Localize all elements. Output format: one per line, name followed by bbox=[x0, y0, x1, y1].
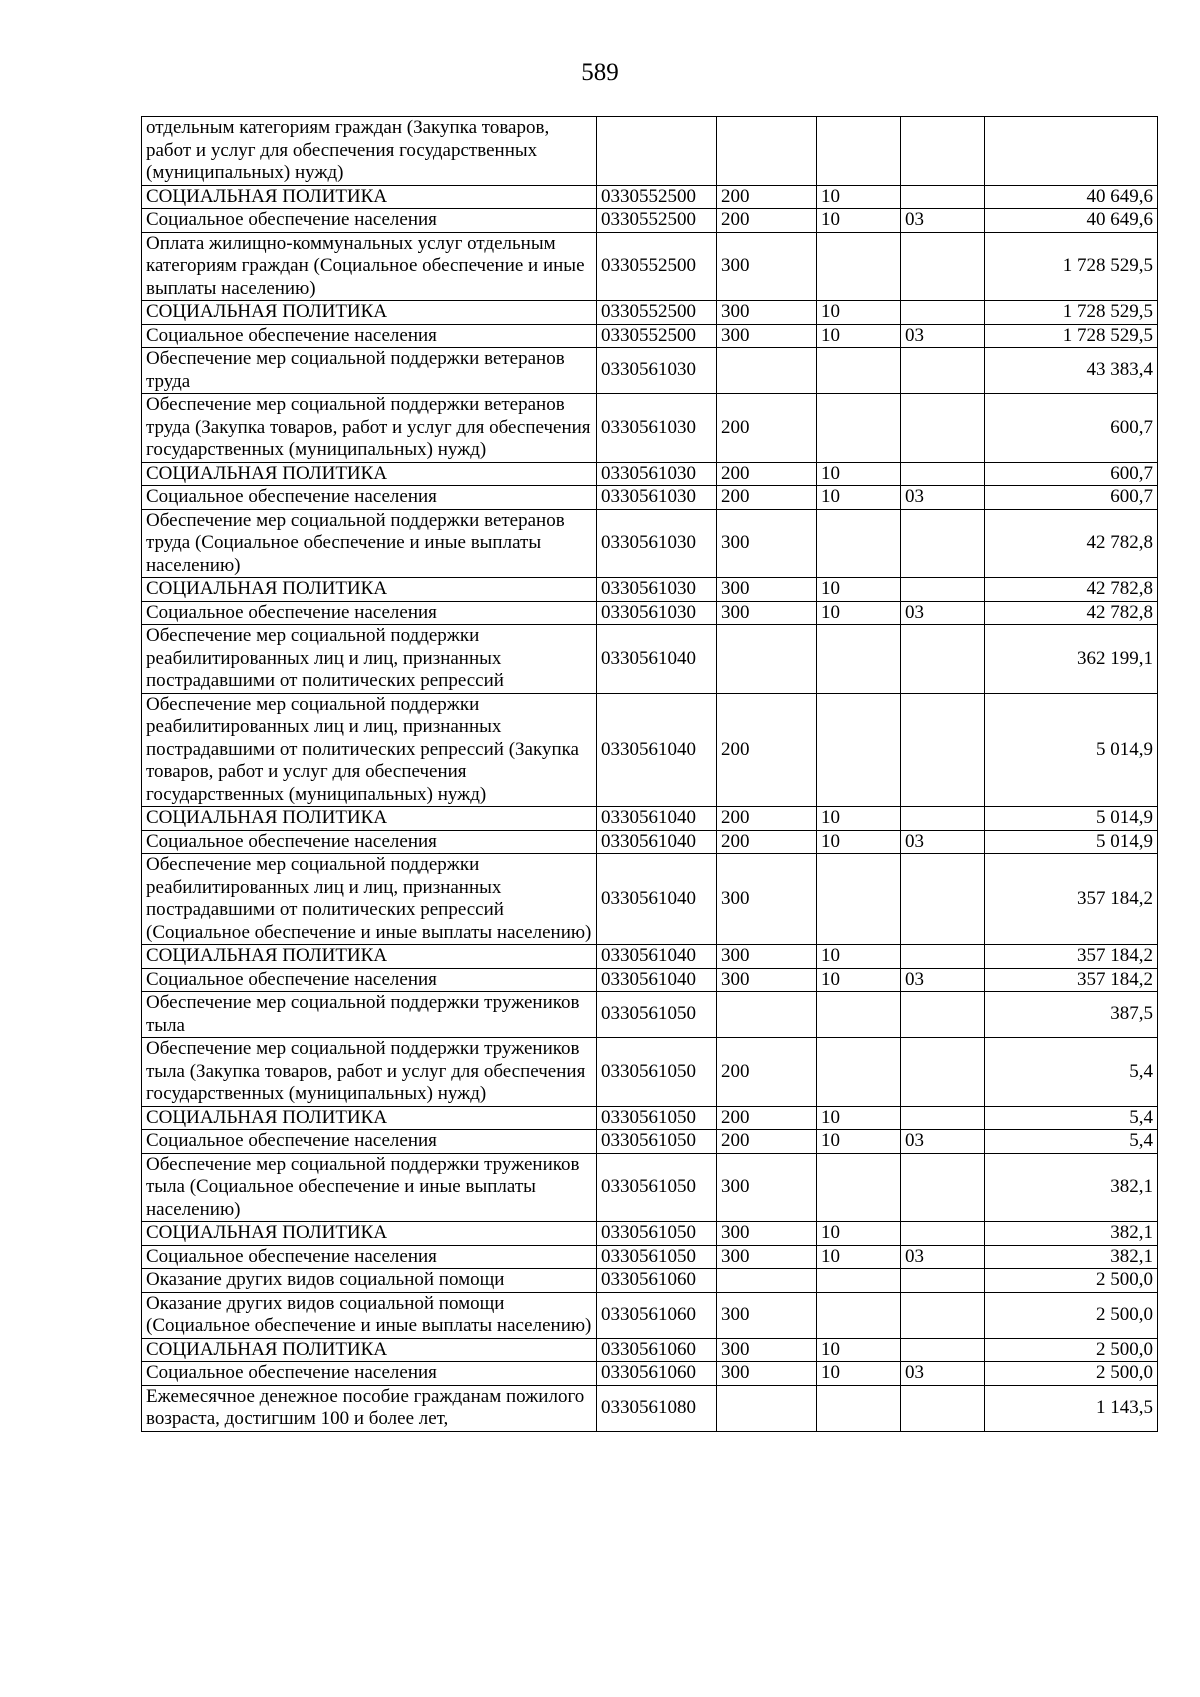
row-subsection bbox=[901, 945, 985, 969]
row-amount: 42 782,8 bbox=[985, 509, 1158, 578]
row-expense-type: 200 bbox=[717, 394, 817, 463]
row-expense-type: 300 bbox=[717, 968, 817, 992]
row-section bbox=[817, 232, 901, 301]
row-amount: 42 782,8 bbox=[985, 601, 1158, 625]
row-amount: 40 649,6 bbox=[985, 185, 1158, 209]
table-row bbox=[142, 992, 1158, 1038]
table-row bbox=[142, 348, 1158, 394]
row-name: Обеспечение мер социальной поддержки реабилитированных лиц и лиц, признанных пострадавшими от политических репрессий (Социальное обеспечение и иные выплаты населению) bbox=[142, 854, 597, 945]
row-subsection bbox=[901, 232, 985, 301]
row-name: СОЦИАЛЬНАЯ ПОЛИТИКА bbox=[142, 185, 597, 209]
row-expense-type: 300 bbox=[717, 324, 817, 348]
table-row bbox=[142, 486, 1158, 510]
row-section bbox=[817, 348, 901, 394]
row-subsection bbox=[901, 992, 985, 1038]
row-code: 0330552500 bbox=[597, 232, 717, 301]
row-code: 0330561050 bbox=[597, 1038, 717, 1107]
row-code: 0330561050 bbox=[597, 1245, 717, 1269]
table-row bbox=[142, 1338, 1158, 1362]
table-row bbox=[142, 854, 1158, 945]
row-name: Социальное обеспечение населения bbox=[142, 486, 597, 510]
row-subsection bbox=[901, 185, 985, 209]
table-row bbox=[142, 1130, 1158, 1154]
row-subsection bbox=[901, 509, 985, 578]
row-name: Социальное обеспечение населения bbox=[142, 601, 597, 625]
row-name: отдельным категориям граждан (Закупка товаров, работ и услуг для обеспечения государственных (муниципальных) нужд) bbox=[142, 117, 597, 186]
row-subsection bbox=[901, 625, 985, 694]
row-code: 0330561050 bbox=[597, 1222, 717, 1246]
row-code: 0330561060 bbox=[597, 1338, 717, 1362]
table-row bbox=[142, 394, 1158, 463]
row-expense-type: 300 bbox=[717, 854, 817, 945]
row-expense-type: 200 bbox=[717, 1038, 817, 1107]
row-section bbox=[817, 117, 901, 186]
row-amount: 600,7 bbox=[985, 462, 1158, 486]
table-row bbox=[142, 324, 1158, 348]
row-code: 0330561050 bbox=[597, 1130, 717, 1154]
row-code: 0330561030 bbox=[597, 348, 717, 394]
row-subsection bbox=[901, 1338, 985, 1362]
row-subsection bbox=[901, 1269, 985, 1293]
row-code: 0330561030 bbox=[597, 578, 717, 602]
row-code: 0330561040 bbox=[597, 968, 717, 992]
row-expense-type: 300 bbox=[717, 1338, 817, 1362]
row-section: 10 bbox=[817, 1106, 901, 1130]
row-section: 10 bbox=[817, 462, 901, 486]
row-amount: 1 728 529,5 bbox=[985, 301, 1158, 325]
row-name: Социальное обеспечение населения bbox=[142, 1245, 597, 1269]
row-expense-type: 200 bbox=[717, 830, 817, 854]
row-section: 10 bbox=[817, 1222, 901, 1246]
row-section: 10 bbox=[817, 578, 901, 602]
row-name: Оказание других видов социальной помощи bbox=[142, 1269, 597, 1293]
table-row bbox=[142, 625, 1158, 694]
row-section: 10 bbox=[817, 209, 901, 233]
row-name: Обеспечение мер социальной поддержки тружеников тыла (Социальное обеспечение и иные выплаты населению) bbox=[142, 1153, 597, 1222]
row-code: 0330561060 bbox=[597, 1292, 717, 1338]
row-section: 10 bbox=[817, 1338, 901, 1362]
row-subsection bbox=[901, 578, 985, 602]
row-section bbox=[817, 693, 901, 807]
row-expense-type bbox=[717, 1385, 817, 1431]
row-code: 0330561030 bbox=[597, 462, 717, 486]
row-expense-type: 200 bbox=[717, 486, 817, 510]
row-expense-type: 300 bbox=[717, 1292, 817, 1338]
row-amount: 362 199,1 bbox=[985, 625, 1158, 694]
table-row bbox=[142, 185, 1158, 209]
row-subsection: 03 bbox=[901, 486, 985, 510]
row-name: Обеспечение мер социальной поддержки ветеранов труда (Социальное обеспечение и иные выплаты населению) bbox=[142, 509, 597, 578]
row-section: 10 bbox=[817, 185, 901, 209]
row-expense-type bbox=[717, 348, 817, 394]
table-row bbox=[142, 1245, 1158, 1269]
row-section bbox=[817, 1292, 901, 1338]
row-code: 0330561040 bbox=[597, 945, 717, 969]
row-subsection bbox=[901, 1385, 985, 1431]
row-code: 0330561030 bbox=[597, 601, 717, 625]
row-expense-type: 300 bbox=[717, 1222, 817, 1246]
row-section: 10 bbox=[817, 945, 901, 969]
row-expense-type bbox=[717, 992, 817, 1038]
row-expense-type: 200 bbox=[717, 209, 817, 233]
row-name: СОЦИАЛЬНАЯ ПОЛИТИКА bbox=[142, 1338, 597, 1362]
table-row bbox=[142, 1153, 1158, 1222]
row-amount: 357 184,2 bbox=[985, 968, 1158, 992]
row-section bbox=[817, 992, 901, 1038]
row-amount: 382,1 bbox=[985, 1153, 1158, 1222]
row-expense-type: 200 bbox=[717, 807, 817, 831]
table-row bbox=[142, 1222, 1158, 1246]
row-section: 10 bbox=[817, 807, 901, 831]
row-subsection bbox=[901, 1292, 985, 1338]
row-section bbox=[817, 625, 901, 694]
row-subsection bbox=[901, 394, 985, 463]
row-name: Социальное обеспечение населения bbox=[142, 830, 597, 854]
row-subsection bbox=[901, 807, 985, 831]
row-amount: 1 728 529,5 bbox=[985, 324, 1158, 348]
row-code: 0330561050 bbox=[597, 1153, 717, 1222]
row-section bbox=[817, 1038, 901, 1107]
table-row bbox=[142, 462, 1158, 486]
table-row bbox=[142, 1292, 1158, 1338]
row-name: Социальное обеспечение населения bbox=[142, 968, 597, 992]
row-section: 10 bbox=[817, 1130, 901, 1154]
row-expense-type: 200 bbox=[717, 1130, 817, 1154]
table-row bbox=[142, 830, 1158, 854]
row-name: Обеспечение мер социальной поддержки реабилитированных лиц и лиц, признанных пострадавшими от политических репрессий (Закупка товаров, работ и услуг для обеспечения государственных (муниципальных) нужд) bbox=[142, 693, 597, 807]
row-subsection bbox=[901, 462, 985, 486]
row-name: СОЦИАЛЬНАЯ ПОЛИТИКА bbox=[142, 462, 597, 486]
row-expense-type: 300 bbox=[717, 1153, 817, 1222]
row-code: 0330552500 bbox=[597, 301, 717, 325]
row-name: СОЦИАЛЬНАЯ ПОЛИТИКА bbox=[142, 578, 597, 602]
row-code: 0330561050 bbox=[597, 992, 717, 1038]
table-row bbox=[142, 117, 1158, 186]
row-amount: 357 184,2 bbox=[985, 854, 1158, 945]
row-section: 10 bbox=[817, 830, 901, 854]
table-row bbox=[142, 945, 1158, 969]
row-subsection: 03 bbox=[901, 209, 985, 233]
row-expense-type: 200 bbox=[717, 1106, 817, 1130]
row-expense-type: 300 bbox=[717, 601, 817, 625]
row-subsection bbox=[901, 1038, 985, 1107]
row-expense-type bbox=[717, 117, 817, 186]
table-row bbox=[142, 693, 1158, 807]
row-amount: 382,1 bbox=[985, 1245, 1158, 1269]
row-amount: 357 184,2 bbox=[985, 945, 1158, 969]
row-section: 10 bbox=[817, 968, 901, 992]
row-name: СОЦИАЛЬНАЯ ПОЛИТИКА bbox=[142, 1106, 597, 1130]
row-subsection: 03 bbox=[901, 1245, 985, 1269]
page-number: 589 bbox=[581, 59, 619, 86]
row-code: 0330561040 bbox=[597, 854, 717, 945]
row-amount: 2 500,0 bbox=[985, 1292, 1158, 1338]
row-code: 0330561040 bbox=[597, 693, 717, 807]
row-name: Обеспечение мер социальной поддержки ветеранов труда (Закупка товаров, работ и услуг для обеспечения государственных (муниципальных) нужд) bbox=[142, 394, 597, 463]
row-expense-type: 300 bbox=[717, 1362, 817, 1386]
row-section: 10 bbox=[817, 324, 901, 348]
row-amount: 387,5 bbox=[985, 992, 1158, 1038]
row-expense-type: 300 bbox=[717, 945, 817, 969]
row-name: Социальное обеспечение населения bbox=[142, 1130, 597, 1154]
row-amount: 5,4 bbox=[985, 1106, 1158, 1130]
row-name: Ежемесячное денежное пособие гражданам пожилого возраста, достигшим 100 и более лет, bbox=[142, 1385, 597, 1431]
row-amount: 5 014,9 bbox=[985, 830, 1158, 854]
row-amount: 40 649,6 bbox=[985, 209, 1158, 233]
row-amount: 2 500,0 bbox=[985, 1362, 1158, 1386]
row-expense-type: 200 bbox=[717, 462, 817, 486]
budget-table bbox=[141, 116, 1158, 1432]
row-amount: 382,1 bbox=[985, 1222, 1158, 1246]
table-row bbox=[142, 209, 1158, 233]
row-name: Социальное обеспечение населения bbox=[142, 209, 597, 233]
row-expense-type: 200 bbox=[717, 693, 817, 807]
row-subsection bbox=[901, 1222, 985, 1246]
table-row bbox=[142, 232, 1158, 301]
row-amount: 5,4 bbox=[985, 1130, 1158, 1154]
table-row bbox=[142, 1385, 1158, 1431]
row-section: 10 bbox=[817, 601, 901, 625]
row-expense-type: 300 bbox=[717, 301, 817, 325]
row-section bbox=[817, 1385, 901, 1431]
table-row bbox=[142, 578, 1158, 602]
table-row bbox=[142, 807, 1158, 831]
row-code: 0330552500 bbox=[597, 185, 717, 209]
row-amount: 2 500,0 bbox=[985, 1269, 1158, 1293]
row-subsection: 03 bbox=[901, 601, 985, 625]
row-name: Обеспечение мер социальной поддержки ветеранов труда bbox=[142, 348, 597, 394]
row-expense-type: 300 bbox=[717, 232, 817, 301]
row-code: 0330561040 bbox=[597, 807, 717, 831]
row-amount: 2 500,0 bbox=[985, 1338, 1158, 1362]
budget-table-body bbox=[142, 117, 1158, 1432]
table-row bbox=[142, 1038, 1158, 1107]
row-expense-type: 300 bbox=[717, 578, 817, 602]
row-code: 0330561050 bbox=[597, 1106, 717, 1130]
row-code: 0330561040 bbox=[597, 625, 717, 694]
row-name: Обеспечение мер социальной поддержки тружеников тыла bbox=[142, 992, 597, 1038]
row-amount: 43 383,4 bbox=[985, 348, 1158, 394]
row-subsection bbox=[901, 1106, 985, 1130]
table-row bbox=[142, 968, 1158, 992]
row-code: 0330561030 bbox=[597, 486, 717, 510]
table-row bbox=[142, 509, 1158, 578]
row-section: 10 bbox=[817, 1245, 901, 1269]
row-code: 0330561060 bbox=[597, 1269, 717, 1293]
row-subsection bbox=[901, 117, 985, 186]
row-subsection: 03 bbox=[901, 830, 985, 854]
row-subsection: 03 bbox=[901, 968, 985, 992]
row-amount: 5,4 bbox=[985, 1038, 1158, 1107]
row-name: Социальное обеспечение населения bbox=[142, 1362, 597, 1386]
row-name: Оплата жилищно-коммунальных услуг отдельным категориям граждан (Социальное обеспечение и иные выплаты населению) bbox=[142, 232, 597, 301]
row-expense-type bbox=[717, 625, 817, 694]
row-subsection bbox=[901, 854, 985, 945]
row-section: 10 bbox=[817, 486, 901, 510]
row-subsection bbox=[901, 301, 985, 325]
row-subsection: 03 bbox=[901, 1130, 985, 1154]
row-expense-type: 300 bbox=[717, 509, 817, 578]
row-code: 0330561040 bbox=[597, 830, 717, 854]
row-section bbox=[817, 394, 901, 463]
row-expense-type: 300 bbox=[717, 1245, 817, 1269]
row-name: Оказание других видов социальной помощи (Социальное обеспечение и иные выплаты населению) bbox=[142, 1292, 597, 1338]
row-subsection: 03 bbox=[901, 1362, 985, 1386]
row-amount: 5 014,9 bbox=[985, 693, 1158, 807]
row-amount: 1 143,5 bbox=[985, 1385, 1158, 1431]
table-row bbox=[142, 601, 1158, 625]
row-code: 0330561060 bbox=[597, 1362, 717, 1386]
row-name: Обеспечение мер социальной поддержки тружеников тыла (Закупка товаров, работ и услуг для обеспечения государственных (муниципальных) нужд) bbox=[142, 1038, 597, 1107]
row-name: СОЦИАЛЬНАЯ ПОЛИТИКА bbox=[142, 807, 597, 831]
row-code: 0330561030 bbox=[597, 509, 717, 578]
table-row bbox=[142, 1362, 1158, 1386]
row-section bbox=[817, 509, 901, 578]
row-name: СОЦИАЛЬНАЯ ПОЛИТИКА bbox=[142, 945, 597, 969]
row-name: СОЦИАЛЬНАЯ ПОЛИТИКА bbox=[142, 1222, 597, 1246]
row-amount: 42 782,8 bbox=[985, 578, 1158, 602]
row-amount bbox=[985, 117, 1158, 186]
row-subsection bbox=[901, 693, 985, 807]
row-name: Обеспечение мер социальной поддержки реабилитированных лиц и лиц, признанных пострадавшими от политических репрессий bbox=[142, 625, 597, 694]
row-code: 0330561030 bbox=[597, 394, 717, 463]
table-row bbox=[142, 1269, 1158, 1293]
row-code bbox=[597, 117, 717, 186]
row-subsection: 03 bbox=[901, 324, 985, 348]
row-section: 10 bbox=[817, 1362, 901, 1386]
row-subsection bbox=[901, 348, 985, 394]
row-amount: 1 728 529,5 bbox=[985, 232, 1158, 301]
row-section bbox=[817, 1269, 901, 1293]
row-name: СОЦИАЛЬНАЯ ПОЛИТИКА bbox=[142, 301, 597, 325]
row-code: 0330552500 bbox=[597, 324, 717, 348]
row-amount: 5 014,9 bbox=[985, 807, 1158, 831]
row-section: 10 bbox=[817, 301, 901, 325]
row-code: 0330561080 bbox=[597, 1385, 717, 1431]
row-subsection bbox=[901, 1153, 985, 1222]
table-row bbox=[142, 1106, 1158, 1130]
row-expense-type: 200 bbox=[717, 185, 817, 209]
row-amount: 600,7 bbox=[985, 394, 1158, 463]
row-name: Социальное обеспечение населения bbox=[142, 324, 597, 348]
row-code: 0330552500 bbox=[597, 209, 717, 233]
row-section bbox=[817, 854, 901, 945]
row-amount: 600,7 bbox=[985, 486, 1158, 510]
row-expense-type bbox=[717, 1269, 817, 1293]
row-section bbox=[817, 1153, 901, 1222]
table-row bbox=[142, 301, 1158, 325]
